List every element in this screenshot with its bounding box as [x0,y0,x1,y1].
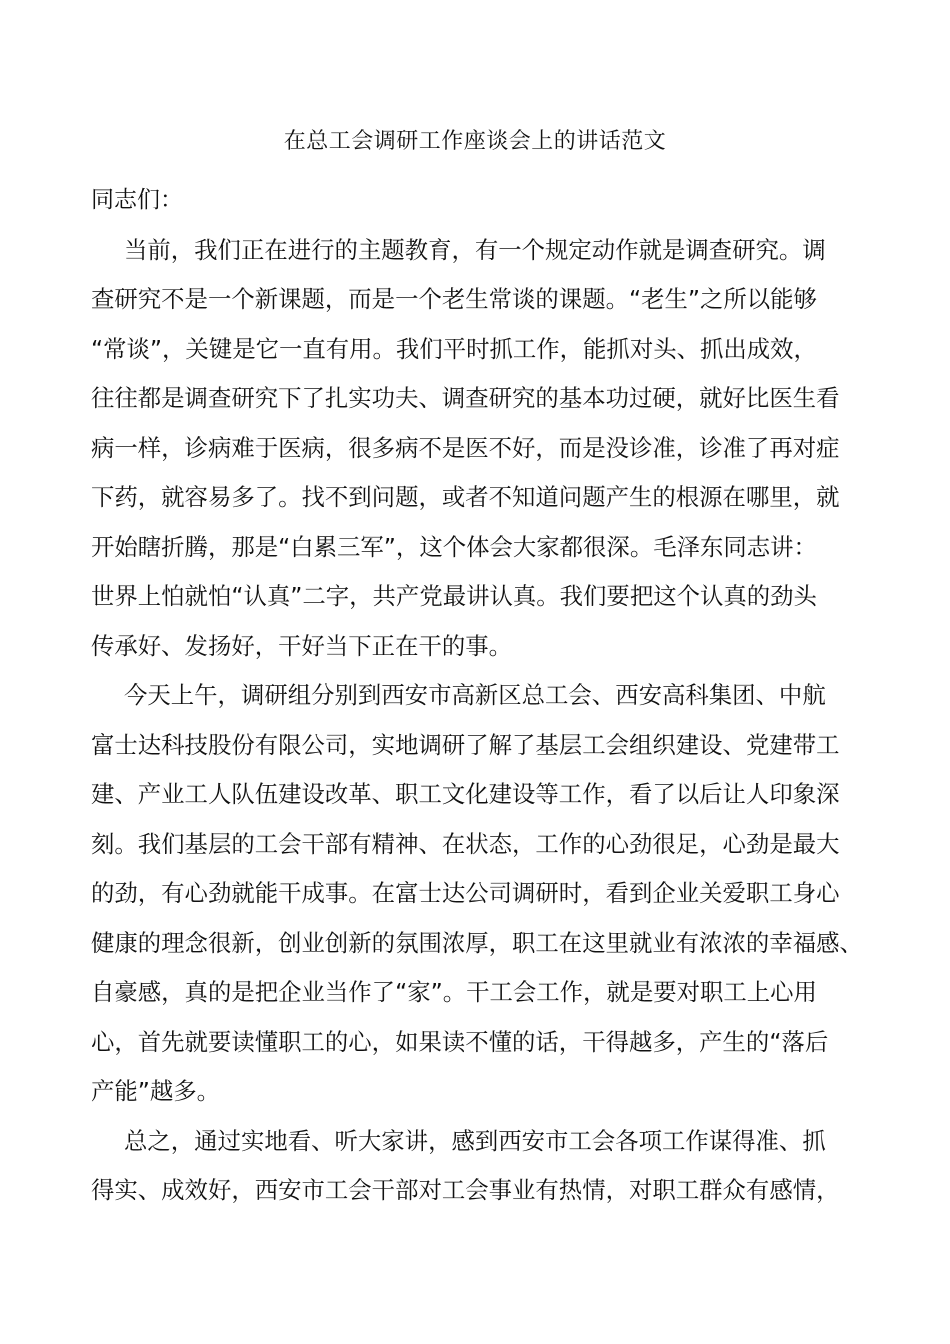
paragraph-3-line-2: 得实、成效好，西安市工会干部对工会事业有热情，对职工群众有感情， [91,1176,840,1204]
paragraph-2-line-4: 刻。我们基层的工会干部有精神、在状态，工作的心劲很足，心劲是最大 [91,830,840,858]
paragraph-2-line-2: 富士达科技股份有限公司，实地调研了解了基层工会组织建设、党建带工 [91,731,840,759]
paragraph-2-line-7: 自豪感，真的是把企业当作了“家”。干工会工作，就是要对职工上心用 [91,978,817,1006]
paragraph-1-line-1: 当前，我们正在进行的主题教育，有一个规定动作就是调查研究。调 [124,236,826,264]
paragraph-1-line-7: 开始瞎折腾，那是“白累三军”，这个体会大家都很深。毛泽东同志讲： [91,533,817,561]
paragraph-1-line-9: 传承好、发扬好，干好当下正在干的事。 [91,632,513,660]
paragraph-1-line-2: 查研究不是一个新课题，而是一个老生常谈的课题。“老生”之所以能够 [91,285,817,313]
paragraph-2-line-8: 心，首先就要读懂职工的心，如果读不懂的话，干得越多，产生的“落后 [91,1028,829,1056]
paragraph-1-line-8: 世界上怕就怕“认真”二字，共产党最讲认真。我们要把这个认真的劲头 [91,582,817,610]
paragraph-2-line-1: 今天上午，调研组分别到西安市高新区总工会、西安高科集团、中航 [124,681,826,709]
paragraph-1-line-5: 病一样，诊病难于医病，很多病不是医不好，而是没诊准，诊准了再对症 [91,434,840,462]
paragraph-2-line-9: 产能”越多。 [91,1077,221,1105]
paragraph-2-line-3: 建、产业工人队伍建设改革、职工文化建设等工作，看了以后让人印象深 [91,780,840,808]
salutation: 同志们： [91,187,183,213]
paragraph-3-line-1: 总之，通过实地看、听大家讲，感到西安市工会各项工作谋得准、抓 [124,1127,826,1155]
paragraph-2-line-6: 健康的理念很新，创业创新的氛围浓厚，职工在这里就业有浓浓的幸福感、 [91,929,863,957]
paragraph-1-line-3: “常谈”，关键是它一直有用。我们平时抓工作，能抓对头、抓出成效， [91,335,817,363]
paragraph-1-line-6: 下药，就容易多了。找不到问题，或者不知道问题产生的根源在哪里，就 [91,483,840,511]
paragraph-2-line-5: 的劲，有心劲就能干成事。在富士达公司调研时，看到企业关爱职工身心 [91,879,840,907]
paragraph-1-line-4: 往往都是调查研究下了扎实功夫、调查研究的基本功过硬，就好比医生看 [91,384,840,412]
document-title: 在总工会调研工作座谈会上的讲话范文 [283,129,667,154]
